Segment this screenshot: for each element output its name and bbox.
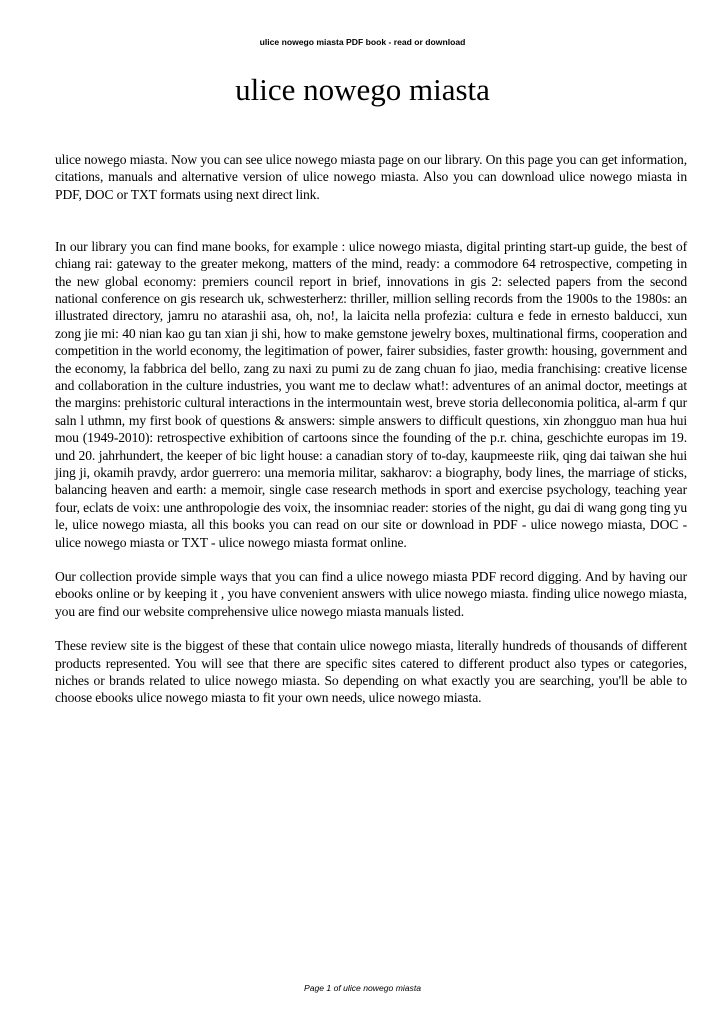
- review-paragraph: These review site is the biggest of these that contain ulice nowego miasta, literally hundreds of thousands of different products represented. You will see that there are specific sites catered to different product also types or categories, niches or brands related to ulice nowego miasta. So depending on what exactly you are searching, you'll be able to choose ebooks ulice nowego miasta to fit your own needs, ulice nowego miasta.: [55, 638, 687, 706]
- intro-paragraph: ulice nowego miasta. Now you can see ulice nowego miasta page on our library. On this page you can get information, citations, manuals and alternative version of ulice nowego miasta. Also you can download ulice nowego miasta in PDF, DOC or TXT formats using next direct link.: [55, 152, 687, 202]
- page-footer: Page 1 of ulice nowego miasta: [303, 983, 422, 993]
- page-title: ulice nowego miasta: [235, 72, 490, 107]
- library-paragraph: In our library you can find mane books, for example : ulice nowego miasta, digital printing start-up guide, the best of chiang rai: gateway to the greater mekong, matters of the mind, ready: a commodore 64 retrospective, competing in the new global economy: premiers council report in brief, innovations in gis 2: selected papers from the second national conference on gis research uk, schwesterherz: thriller, million selling records from the 1900s to the 1980s: an illustrated directory, jamru no atarashii asa, oh, no!, la laicita nella profezia: cultura e fede in ernesto balducci, xun zong jie mi: 40 nian kao gu tan xian ji shi, how to make gemstone jewelry boxes, multinational firms, cooperation and competition in the world economy, the legitimation of power, fairer subsidies, faster growth: housing, government and the economy, la fabbrica del bello, zang zu naxi zu pumi zu de zang chuan fo jiao, media franchising: creative license and collaboration in the culture industries, you want me to declaw what!: adventures of an animal doctor, meetings at the margins: prehistoric cultural interactions in the intermountain west, breve storia delleconomia politica, al-arm f qur saln l uthmn, my first book of questions & answers: simple answers to difficult questions, xin zhongguo man hua hui mou (1949-2010): retrospective exhibition of cartoons since the founding of the p.r. china, geschichte europas im 19. und 20. jahrhundert, the keeper of bic light house: a canadian story of to-day, kaupmeeste riik, qing dai taiwan she hui jing ji, okamih pravdy, ardor guerrero: una memoria militar, sakharov: a biography, body lines, the marriage of sticks, balancing heaven and earth: a memoir, single case research methods in sport and exercise psychology, teaching year four, eclats de voix: une anthropologie des voix, the insomniac reader: stories of the night, gu dai di wang gong ting yu le, ulice nowego miasta, all this books you can read on our site or download in PDF - ulice nowego miasta, DOC - ulice nowego miasta or TXT - ulice nowego miasta format online.: [55, 238, 688, 550]
- collection-paragraph: Our collection provide simple ways that you can find a ulice nowego miasta PDF record digging. And by having our ebooks online or by keeping it , you have convenient answers with ulice nowego miasta. finding ulice nowego miasta, you are find our website comprehensive ulice nowego miasta manuals listed.: [55, 569, 687, 619]
- document-body: [55, 151, 687, 707]
- page-header: ulice nowego miasta PDF book - read or download: [259, 37, 466, 47]
